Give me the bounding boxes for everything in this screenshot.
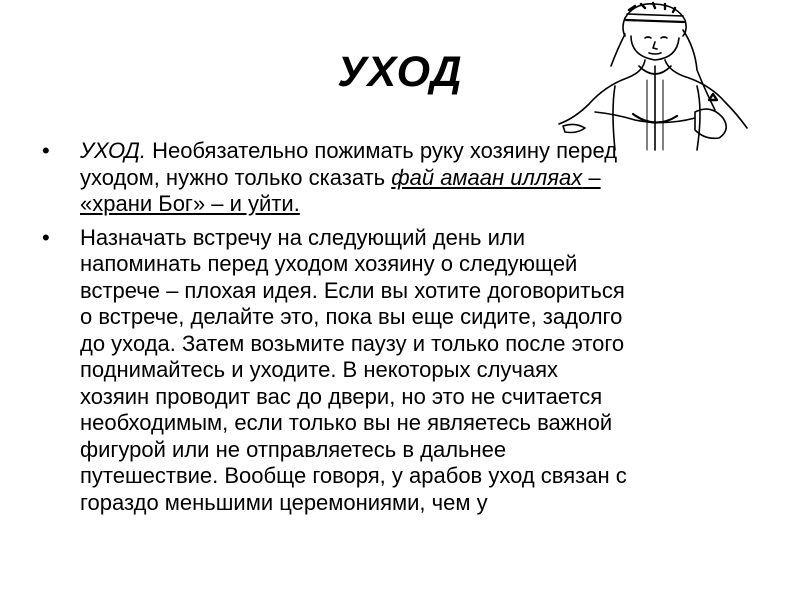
phrase-translation: – «храни Бог» – и уйти.: [80, 164, 601, 216]
bullet-glyph: •: [42, 224, 50, 250]
bullet-text: Необязательно пожимать руку хозяину перед уходом, нужно только сказать: [80, 138, 618, 190]
bullet-item-meeting-advice: [42, 225, 632, 517]
bullet-text: Назначать встречу на следующий день или напоминать перед уходом хозяину о следующей встрече – плохая идея. Если вы хотите договориться о встрече, делайте это, пока вы еще сидите, задолго до ухода. Затем возьмите паузу и только после этого поднимайтесь и уходите. В некоторых случаях хозяин проводит вас до двери, но это не считается необходимым, если только вы не являетесь важной фигурой или не отправляетесь в дальнее путешествие. Вообще говоря, у арабов уход связан с гораздо меньшими церемониями, чем у: [80, 224, 627, 515]
arab-man-illustration: [555, 0, 755, 160]
bullet-list: [42, 138, 632, 523]
slide-title: УХОД: [337, 48, 463, 96]
arabic-phrase-transliteration: фай амаан илляах: [391, 164, 583, 190]
bullet-glyph: •: [42, 138, 50, 163]
bullet-item-departure: [42, 138, 632, 218]
bullet-lead: УХОД.: [80, 138, 146, 163]
